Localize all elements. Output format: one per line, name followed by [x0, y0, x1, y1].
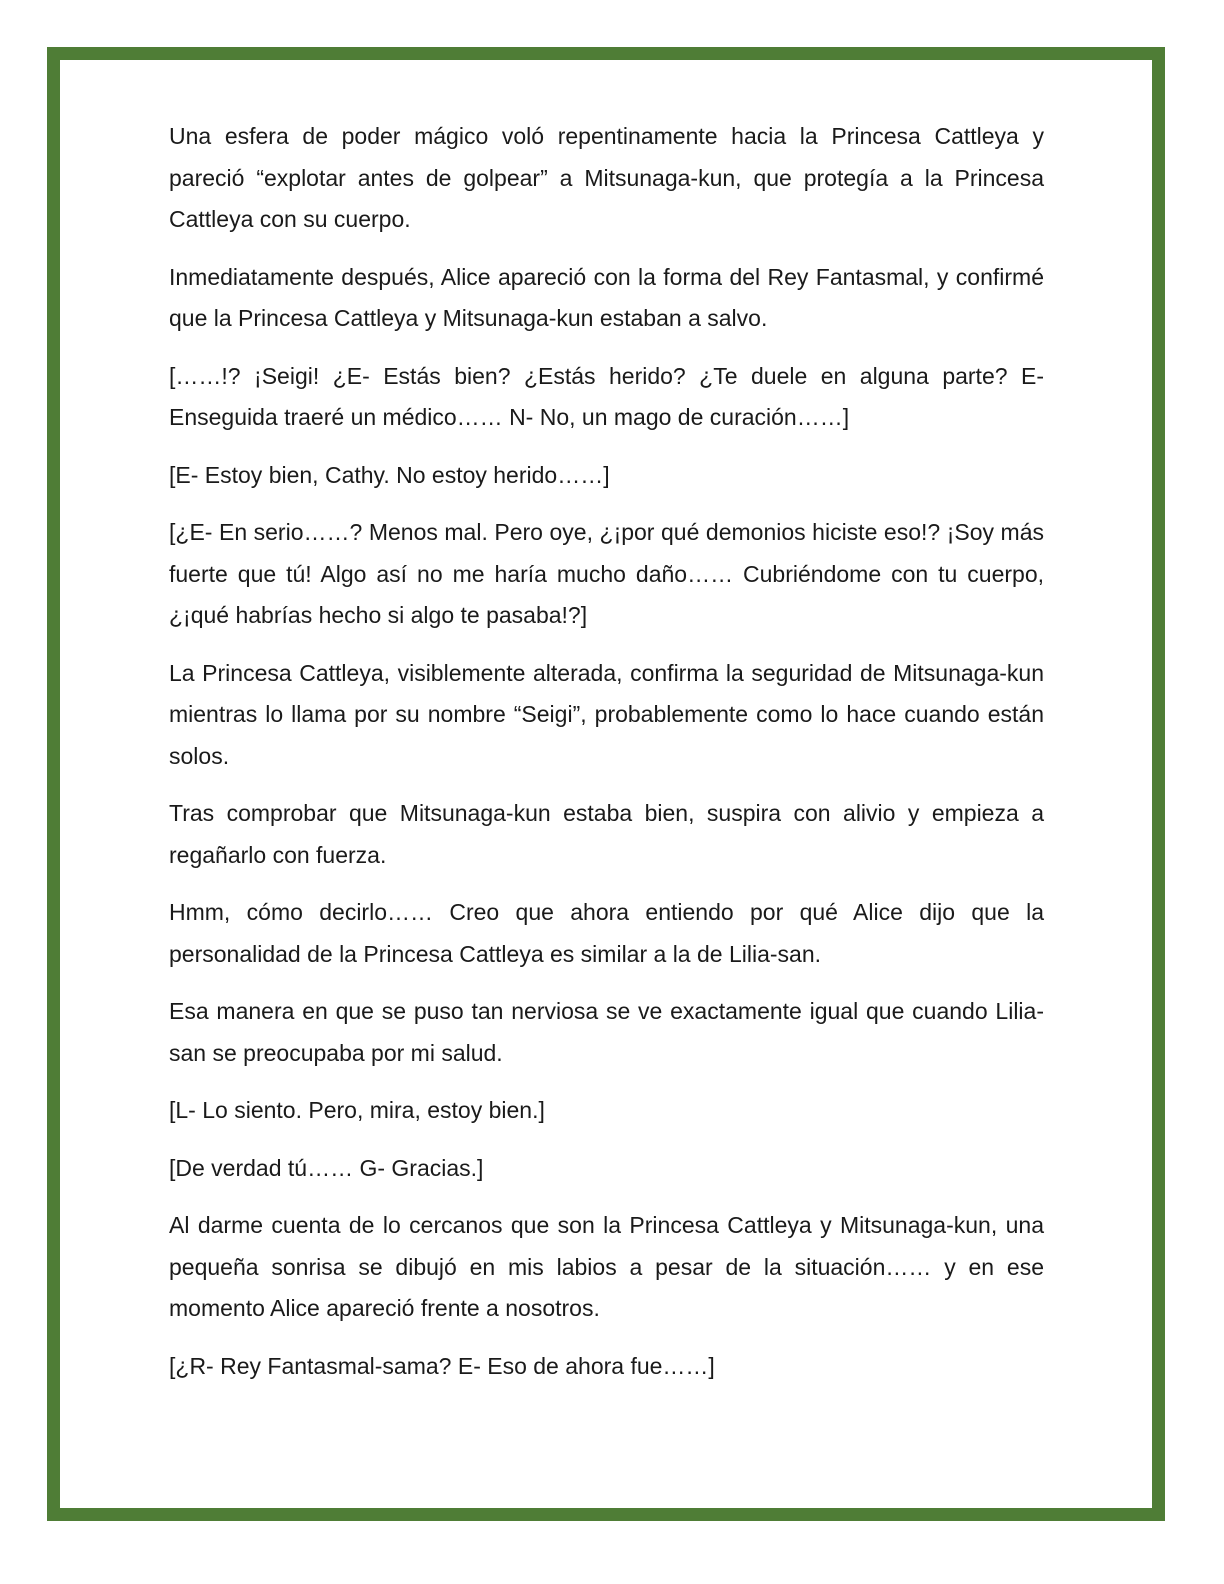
paragraph: Una esfera de poder mágico voló repentinamente hacia la Princesa Cattleya y pareció “explotar antes de golpear” a Mitsunaga-kun, que protegía a la Princesa Cattleya con su cuerpo.	[169, 123, 1044, 232]
document-body	[169, 116, 1044, 1403]
paragraph: Tras comprobar que Mitsunaga-kun estaba bien, suspira con alivio y empieza a regañarlo con fuerza.	[169, 800, 1044, 868]
dialogue-paragraph: [L- Lo siento. Pero, mira, estoy bien.]	[169, 1097, 545, 1123]
paragraph: Hmm, cómo decirlo…… Creo que ahora entiendo por qué Alice dijo que la personalidad de la Princesa Cattleya es similar a la de Lilia-san.	[169, 899, 1044, 967]
paragraph: La Princesa Cattleya, visiblemente alterada, confirma la seguridad de Mitsunaga-kun mientras lo llama por su nombre “Seigi”, probablemente como lo hace cuando están solos.	[169, 659, 1044, 769]
dialogue-paragraph: [De verdad tú…… G- Gracias.]	[169, 1154, 484, 1181]
paragraph: Esa manera en que se puso tan nerviosa se ve exactamente igual que cuando Lilia-san se preocupaba por mi salud.	[169, 998, 1044, 1066]
paragraph: Inmediatamente después, Alice apareció con la forma del Rey Fantasmal, y confirmé que la Princesa Cattleya y Mitsunaga-kun estaban a salvo.	[169, 263, 1044, 331]
dialogue-paragraph: [E- Estoy bien, Cathy. No estoy herido……]	[169, 461, 610, 488]
dialogue-paragraph: [¿R- Rey Fantasmal-sama? E- Eso de ahora fue……]	[169, 1352, 715, 1379]
dialogue-paragraph: [¿E- En serio……? Menos mal. Pero oye, ¿¡por qué demonios hiciste eso!? ¡Soy más fuerte que tú! Algo así no me haría mucho daño…… Cubriéndome con tu cuerpo, ¿¡qué habrías hecho si algo te pasaba!?]	[169, 519, 1044, 628]
paragraph: Al darme cuenta de lo cercanos que son la Princesa Cattleya y Mitsunaga-kun, una pequeña sonrisa se dibujó en mis labios a pesar de la situación…… y en ese momento Alice apareció frente a nosotros.	[169, 1212, 1044, 1321]
dialogue-paragraph: [……!? ¡Seigi! ¿E- Estás bien? ¿Estás herido? ¿Te duele en alguna parte? E- Enseguida traeré un médico…… N- No, un mago de curación……]	[169, 362, 1044, 430]
